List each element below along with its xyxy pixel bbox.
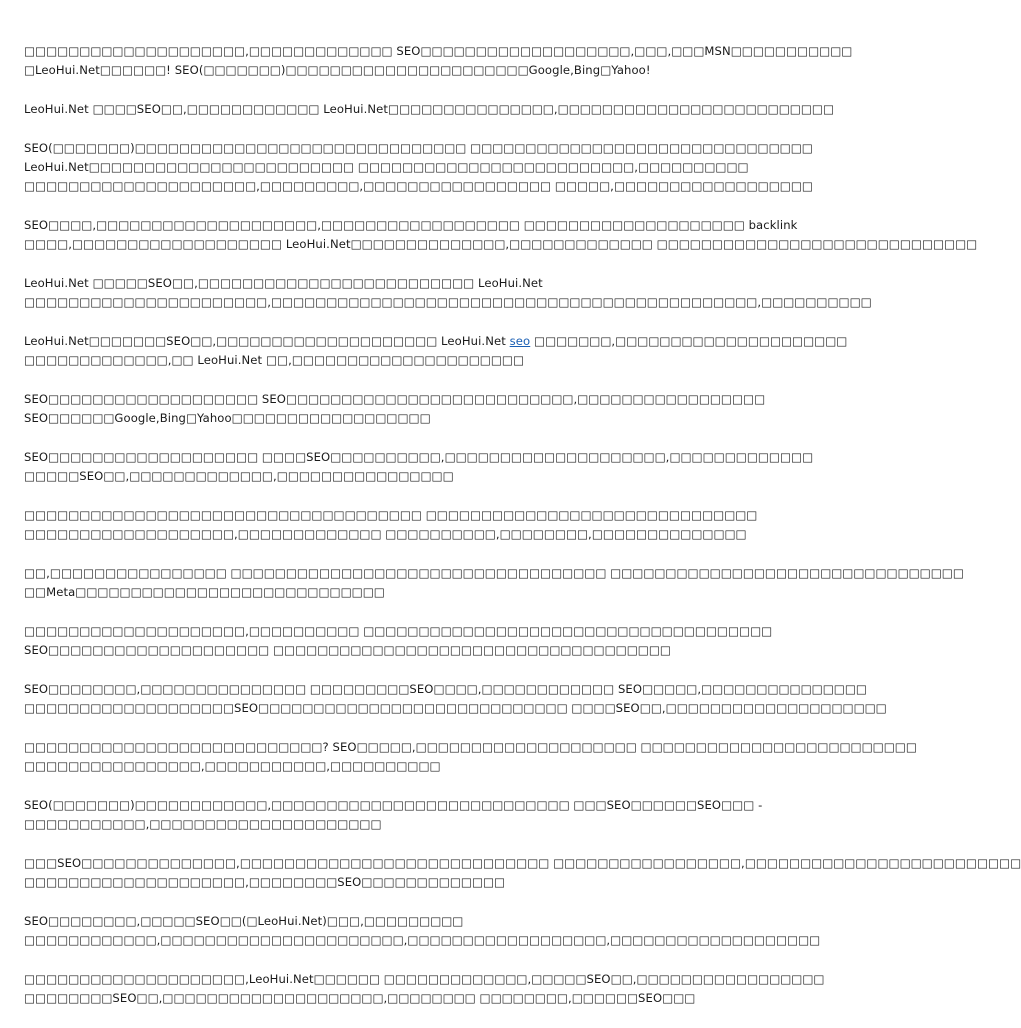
paragraph: [24, 912, 821, 950]
paragraph: [24, 564, 964, 602]
text-segment: □□□□□□□,□□□□□□□□□□□□□□□□□□□□□: [530, 334, 848, 348]
text-segment: SEO(□□□□□□□)□□□□□□□□□□□□□□□□□□□□□□□□□□□□□□ □□□□□□□□□□□□□□□□□□□□□□□□□□□□□□□: [24, 141, 813, 155]
text-segment: □□□□□□□□□□□□□□□□□□□□,LeoHui.Net□□□□□□ □□□□□□□□□□□□□,□□□□□SEO□□,□□□□□□□□□□□□□□□□□: [24, 972, 825, 986]
text-line: [24, 351, 700, 370]
text-line: [24, 293, 872, 312]
text-segment: SEO□□□□□□□□,□□□□□SEO□□(□LeoHui.Net)□□□,□□□□□□□□□: [24, 914, 464, 928]
text-segment: □□□□□□□□□□□□□□□□□□□□□□□□□□□? SEO□□□□□,□□□□□□□□□□□□□□□□□□□□ □□□□□□□□□□□□□□□□□□□□□□□□□: [24, 740, 917, 754]
text-line: [24, 100, 834, 119]
text-line: [24, 525, 747, 544]
text-line: [24, 158, 749, 177]
text-segment: □□□□□□□□□□□□□□□□□□□□□□□□□□□□□□□□□□□□ □□□□□□□□□□□□□□□□□□□□□□□□□□□□□□: [24, 508, 758, 522]
text-segment: SEO□□□□□□□□□□□□□□□□□□□ □□□□SEO□□□□□□□□□□,□□□□□□□□□□□□□□□□□□□□,□□□□□□□□□□□□□: [24, 450, 814, 464]
text-line: [24, 622, 773, 641]
text-line: [24, 912, 700, 931]
paragraph: [24, 274, 872, 312]
paragraph: [24, 100, 834, 119]
text-segment: SEO□□□□□□□□□□□□□□□□□□□□ □□□□□□□□□□□□□□□□□□□□□□□□□□□□□□□□□□□□: [24, 643, 671, 657]
text-segment: □□□□□SEO□□,□□□□□□□□□□□□□,□□□□□□□□□□□□□□□□: [24, 469, 454, 483]
paragraph: [24, 680, 887, 718]
text-line: [24, 873, 700, 892]
seo-link[interactable]: seo: [509, 334, 531, 348]
text-line: [24, 390, 766, 409]
paragraph: [24, 448, 814, 486]
paragraph: [24, 854, 1021, 892]
text-segment: □□□□□□□□□□□,□□□□□□□□□□□□□□□□□□□□□: [24, 817, 382, 831]
text-segment: □□□□□□□□□□□□□□□□□□□□,□□□□□□□□□□ □□□□□□□□□□□□□□□□□□□□□□□□□□□□□□□□□□□□□: [24, 624, 773, 638]
text-line: [24, 177, 813, 196]
text-line: [24, 216, 798, 235]
text-segment: □□□□□□□□□□□□□□□□□□□SEO□□□□□□□□□□□□□□□□□□□□□□□□□□□□ □□□□SEO□□,□□□□□□□□□□□□□□□□□□□□: [24, 701, 887, 715]
text-segment: SEO□□□□□□□□□□□□□□□□□□□ SEO□□□□□□□□□□□□□□□□□□□□□□□□□□,□□□□□□□□□□□□□□□□□: [24, 392, 766, 406]
text-segment: SEO(□□□□□□□)□□□□□□□□□□□□,□□□□□□□□□□□□□□□□□□□□□□□□□□□ □□□SEO□□□□□□SEO□□□ -: [24, 798, 763, 812]
text-line: [24, 448, 814, 467]
text-line: [24, 583, 700, 602]
document-body: [24, 42, 1021, 1028]
text-line: [24, 796, 763, 815]
text-line: [24, 139, 813, 158]
text-line: [24, 641, 700, 660]
text-segment: □□□□□□□□□□□□□□□□□□□□□,□□□□□□□□□,□□□□□□□□□□□□□□□□□ □□□□□,□□□□□□□□□□□□□□□□□□: [24, 179, 813, 193]
text-segment: □□Meta□□□□□□□□□□□□□□□□□□□□□□□□□□□□: [24, 585, 385, 599]
text-segment: □□□□□□□□SEO□□,□□□□□□□□□□□□□□□□□□□□,□□□□□□□□ □□□□□□□□,□□□□□□SEO□□□: [24, 991, 696, 1005]
text-line: [24, 815, 700, 834]
text-line: [24, 854, 1021, 873]
paragraph: [24, 622, 773, 660]
text-segment: □LeoHui.Net□□□□□□! SEO(□□□□□□□)□□□□□□□□□□□□□□□□□□□□□□Google,Bing□Yahoo!: [24, 63, 651, 77]
text-line: [24, 970, 825, 989]
text-segment: □□□□□□□□□□□□□□□□□□□,□□□□□□□□□□□□□ □□□□□□□□□□,□□□□□□□□,□□□□□□□□□□□□□□: [24, 527, 747, 541]
text-line: [24, 42, 853, 61]
text-line: [24, 931, 821, 950]
text-segment: SEO□□□□□□□□,□□□□□□□□□□□□□□□ □□□□□□□□□SEO□□□□,□□□□□□□□□□□□ SEO□□□□□,□□□□□□□□□□□□□□□: [24, 682, 867, 696]
paragraph: [24, 216, 978, 254]
text-segment: □□□□□□□□□□□□□□□□□□□□□□,□□□□□□□□□□□□□□□□□□□□□□□□□□□□□□□□□□□□□□□□□□□□,□□□□□□□□□□: [24, 295, 872, 309]
text-line: [24, 757, 700, 776]
text-segment: LeoHui.Net□□□□□□□SEO□□,□□□□□□□□□□□□□□□□□□□□ LeoHui.Net: [24, 334, 510, 348]
text-segment: SEO□□□□□□Google,Bing□Yahoo□□□□□□□□□□□□□□□□□□: [24, 411, 431, 425]
text-segment: □□,□□□□□□□□□□□□□□□□ □□□□□□□□□□□□□□□□□□□□□□□□□□□□□□□□□□ □□□□□□□□□□□□□□□□□□□□□□□□□□□□□□□□: [24, 566, 964, 580]
text-line: [24, 738, 917, 757]
text-segment: LeoHui.Net □□□□□SEO□□,□□□□□□□□□□□□□□□□□□□□□□□□□ LeoHui.Net: [24, 276, 543, 290]
paragraph: [24, 506, 758, 544]
text-line: [24, 409, 700, 428]
paragraph: [24, 970, 825, 1008]
text-line: [24, 699, 887, 718]
text-line: [24, 332, 848, 351]
paragraph: [24, 390, 766, 428]
text-line: [24, 680, 867, 699]
text-segment: LeoHui.Net□□□□□□□□□□□□□□□□□□□□□□□□ □□□□□□□□□□□□□□□□□□□□□□□□□,□□□□□□□□□□: [24, 160, 749, 174]
text-line: [24, 564, 964, 583]
paragraph: [24, 139, 813, 196]
text-segment: LeoHui.Net □□□□SEO□□,□□□□□□□□□□□□ LeoHui.Net□□□□□□□□□□□□□□□,□□□□□□□□□□□□□□□□□□□□□□□□□: [24, 102, 834, 116]
text-line: [24, 989, 700, 1008]
text-segment: □□□□□□□□□□□□□,□□ LeoHui.Net □□,□□□□□□□□□□□□□□□□□□□□□: [24, 353, 525, 367]
text-line: [24, 274, 700, 293]
text-segment: □□□□□□□□□□□□□□□□□□□□,□□□□□□□□SEO□□□□□□□□□□□□□: [24, 875, 506, 889]
text-line: [24, 506, 758, 525]
text-segment: □□□□□□□□□□□□,□□□□□□□□□□□□□□□□□□□□□□,□□□□□□□□□□□□□□□□□□,□□□□□□□□□□□□□□□□□□□: [24, 933, 821, 947]
paragraph: [24, 42, 853, 80]
text-segment: □□□SEO□□□□□□□□□□□□□□,□□□□□□□□□□□□□□□□□□□□□□□□□□□□ □□□□□□□□□□□□□□□□□,□□□□□□□□□□□□□□□□□□□□□□□□□: [24, 856, 1021, 870]
text-line: [24, 467, 700, 486]
text-segment: □□□□,□□□□□□□□□□□□□□□□□□□ LeoHui.Net□□□□□□□□□□□□□□,□□□□□□□□□□□□□ □□□□□□□□□□□□□□□□□□□□□□□□□□□□□: [24, 237, 978, 251]
text-line: [24, 61, 700, 80]
paragraph: [24, 738, 917, 776]
text-segment: □□□□□□□□□□□□□□□□,□□□□□□□□□□□,□□□□□□□□□□: [24, 759, 441, 773]
paragraph: [24, 332, 848, 370]
text-segment: SEO□□□□,□□□□□□□□□□□□□□□□□□□□,□□□□□□□□□□□□□□□□□□ □□□□□□□□□□□□□□□□□□□□ backlink: [24, 218, 798, 232]
text-segment: □□□□□□□□□□□□□□□□□□□□,□□□□□□□□□□□□□ SEO□□□□□□□□□□□□□□□□□□□,□□□,□□□MSN□□□□□□□□□□□: [24, 44, 853, 58]
paragraph: [24, 796, 763, 834]
text-line: [24, 235, 978, 254]
